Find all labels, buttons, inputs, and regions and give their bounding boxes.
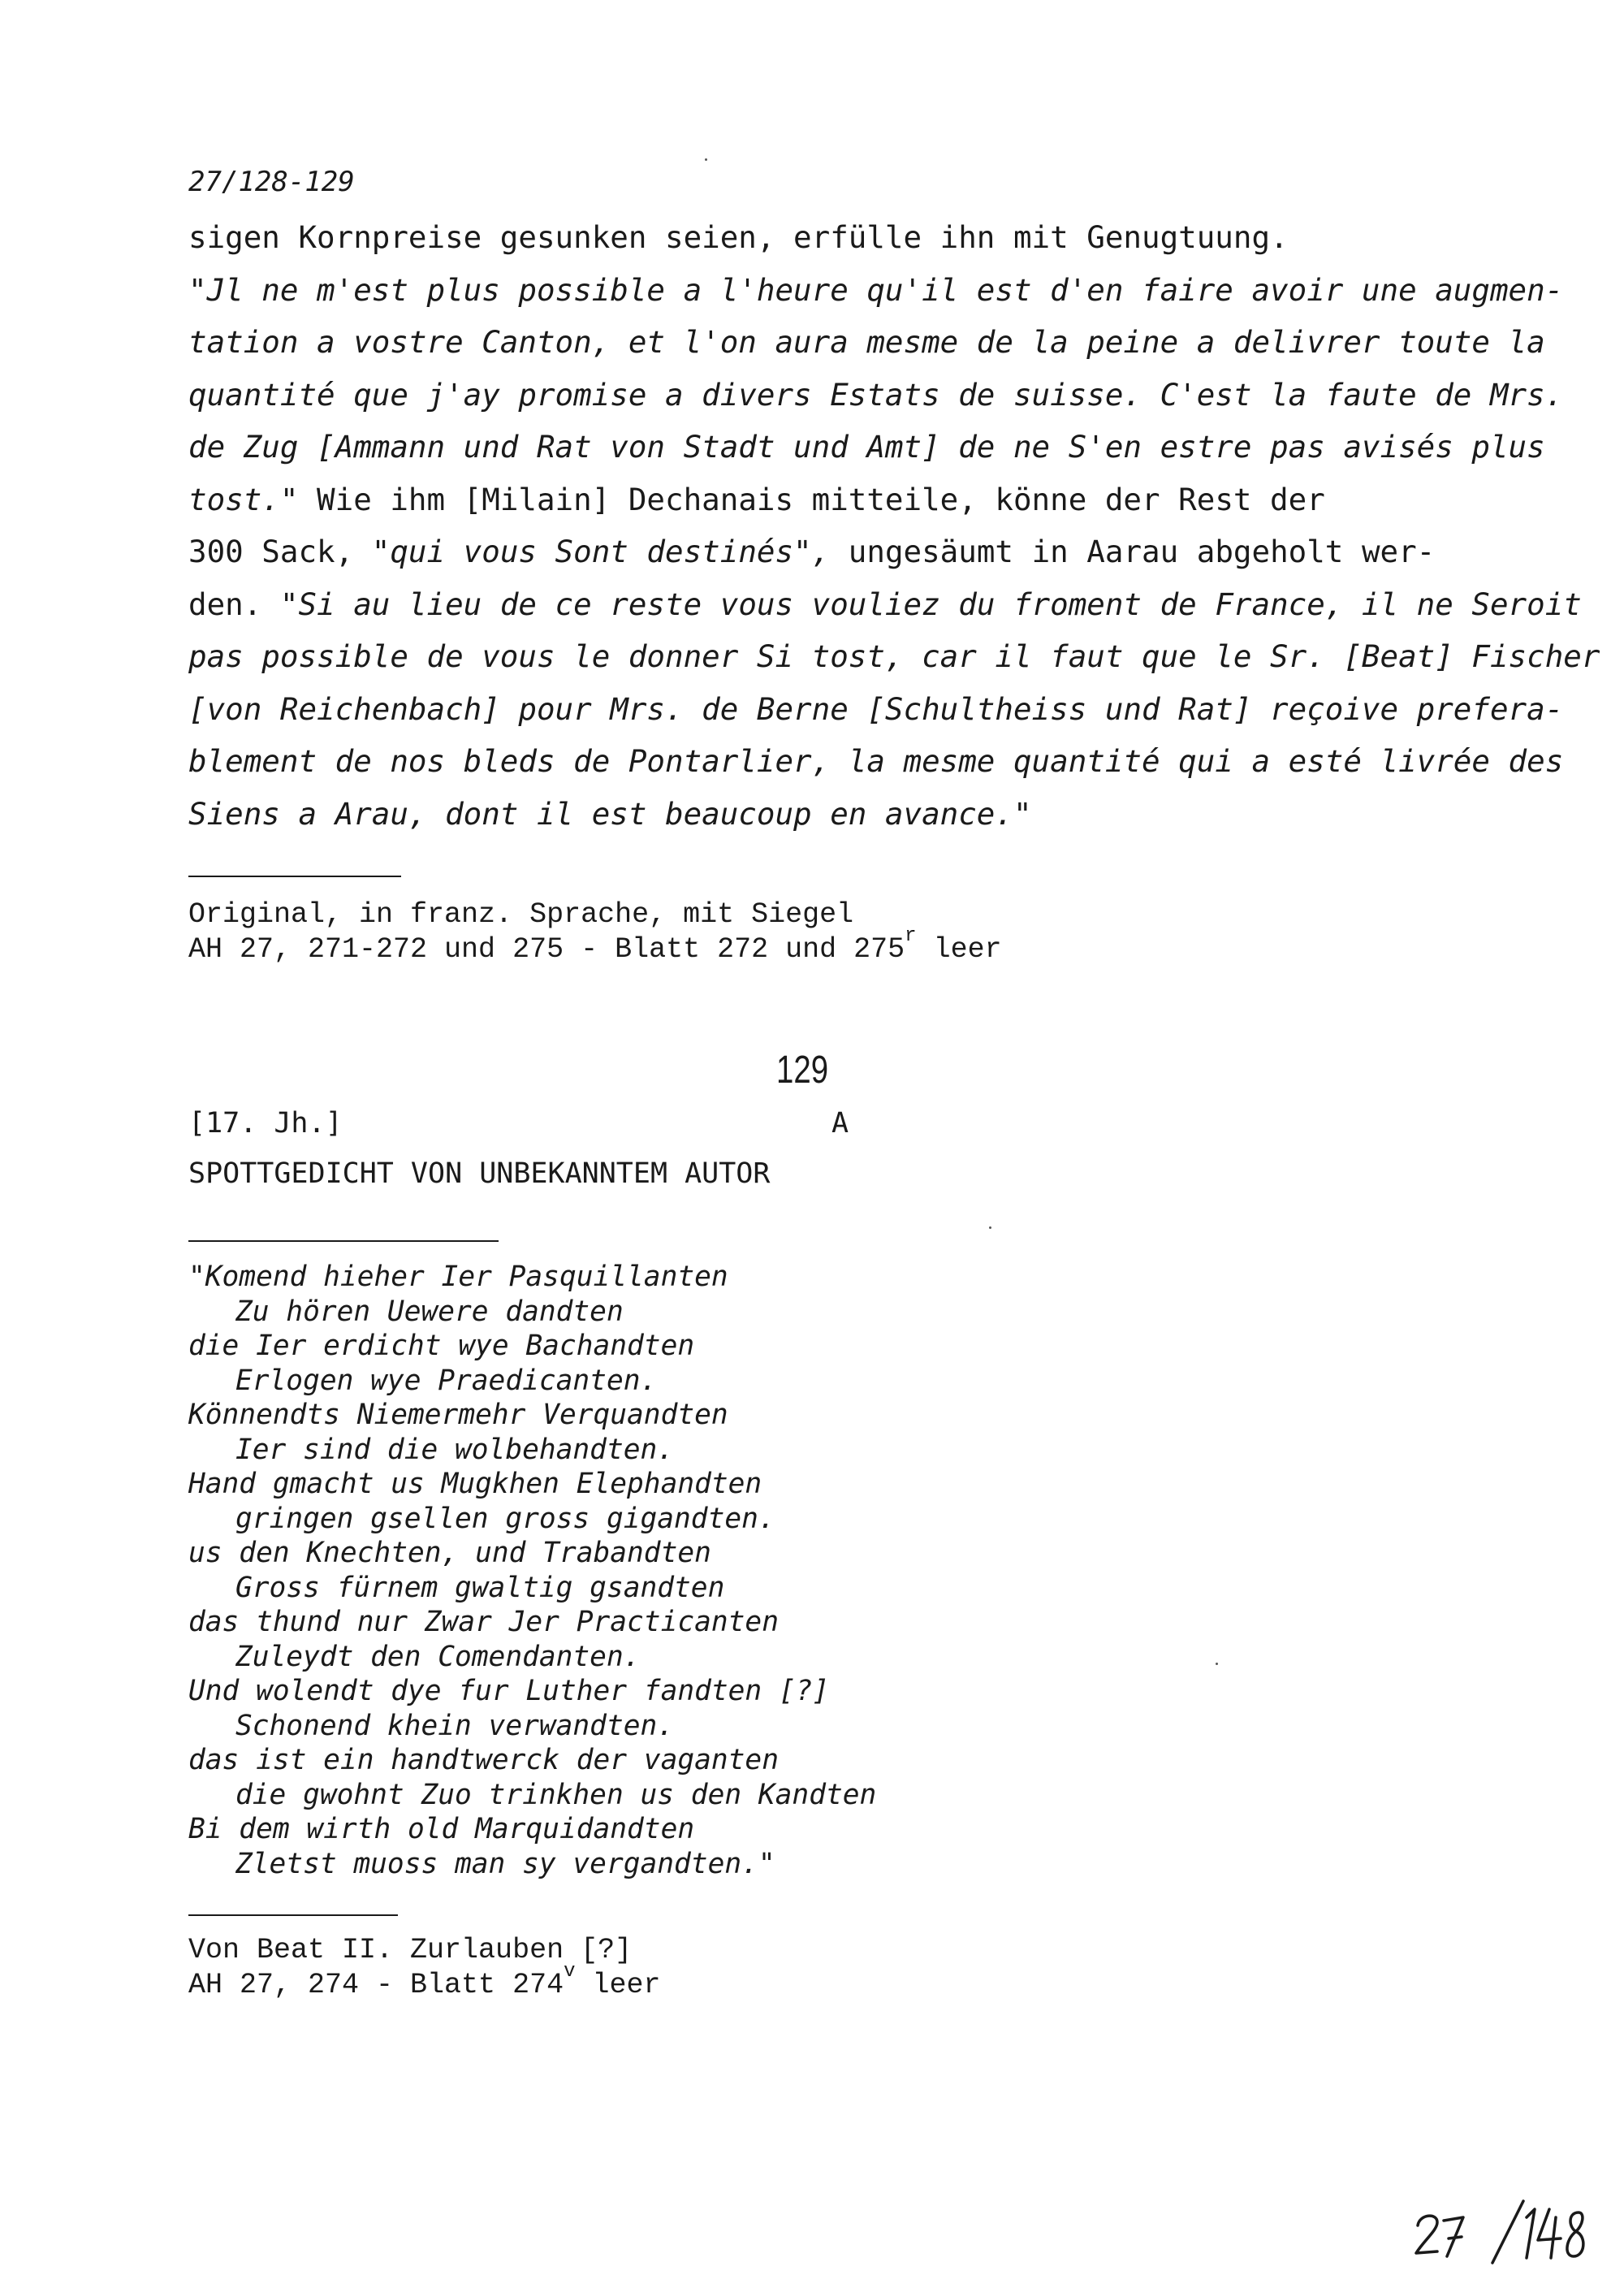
poem-line: Erlogen wye Praedicanten. — [235, 1364, 658, 1397]
poem-line: us den Knechten, und Trabandten — [188, 1537, 711, 1569]
footnote-rule — [188, 1914, 398, 1916]
prose-line — [188, 683, 1564, 736]
poem-line: Könnendts Niemermehr Verquandten — [188, 1399, 728, 1431]
prose-line — [188, 369, 1564, 422]
document-number: 129 — [776, 1049, 829, 1092]
page-reference: 27/128-129 — [188, 166, 355, 198]
source-note-line: Von Beat II. Zurlauben [?] — [188, 1934, 633, 1966]
source-note-line: Original, in franz. Sprache, mit Siegel — [188, 898, 854, 931]
source-note-suffix: leer — [916, 933, 1002, 966]
poem-line: Bi dem wirth old Marquidandten — [188, 1813, 695, 1845]
prose-line — [188, 788, 1455, 841]
document-letter: A — [831, 1107, 849, 1140]
poem-line: das ist ein handtwerck der vaganten — [188, 1744, 779, 1776]
poem-line: "Komend hieher Ier Pasquillanten — [188, 1261, 728, 1293]
poem-line: die Ier erdicht wye Bachandten — [188, 1330, 695, 1362]
handwritten-folio-number — [1413, 2193, 1592, 2266]
poem-line: gringen gsellen gross gigandten. — [235, 1502, 775, 1535]
prose-line — [188, 316, 1545, 369]
poem-line: Zletst muoss man sy vergandten." — [235, 1847, 775, 1880]
poem-line: Zuleydt den Comendanten. — [235, 1640, 641, 1673]
prose-line — [188, 735, 1564, 788]
french-quote: "Si au lieu de ce reste vous vouliez du froment de France, il ne Seroit — [279, 586, 1582, 622]
footnote-rule — [188, 876, 401, 877]
document-title: SPOTTGEDICHT VON UNBEKANNTEM AUTOR — [188, 1157, 771, 1190]
poem-line: das thund nur Zwar Jer Practicanten — [188, 1606, 779, 1638]
prose-line — [188, 578, 1582, 631]
source-note-line — [188, 1961, 661, 2003]
prose-text: Wie ihm [Milain] Dechanais mitteile, könne der Rest der — [298, 481, 1325, 517]
source-note — [188, 897, 1002, 967]
poem-line: Hand gmacht us Mugkhen Elephandten — [188, 1468, 762, 1500]
superscript: r — [905, 925, 917, 947]
poem-line: die gwohnt Zuo trinkhen us den Kandten — [235, 1778, 877, 1811]
prose-line — [188, 630, 1600, 683]
french-quote: de Zug [Ammann und Rat von Stadt und Amt] de ne S'en estre pas avisés plus — [188, 429, 1545, 465]
source-note-suffix: leer — [575, 1969, 661, 2001]
scan-speck — [1216, 1663, 1218, 1665]
prose-block — [188, 211, 1600, 840]
poem-line: Zu hören Uewere dandten — [235, 1295, 624, 1328]
poem-line: Gross fürnem gwaltig gsandten — [235, 1571, 725, 1604]
french-quote: blement de nos bleds de Pontarlier, la mesme quantité qui a esté livrée des — [188, 743, 1564, 779]
french-quote: [von Reichenbach] pour Mrs. de Berne [Schultheiss und Rat] reçoive prefera- — [188, 690, 1564, 727]
french-quote: "qui vous Sont destinés", — [371, 534, 831, 569]
french-quote: tation a vostre Canton, et l'on aura mesme de la peine a delivrer toute la — [188, 324, 1545, 360]
prose-line — [188, 526, 1455, 578]
poem-line: Und wolendt dye fur Luther fandten [?] — [188, 1675, 830, 1707]
french-quote: Siens a Arau, dont il est beaucoup en avance." — [188, 795, 1032, 832]
source-note-ref: AH 27, 271-272 und 275 - Blatt 272 und 275 — [188, 933, 905, 966]
source-note-ref: AH 27, 274 - Blatt 274 — [188, 1969, 564, 2001]
superscript: v — [564, 1961, 576, 1983]
prose-line — [188, 211, 1455, 264]
french-quote: "Jl ne m'est plus possible a l'heure qu'il est d'en faire avoir une augmen- — [188, 271, 1564, 308]
document-date: [17. Jh.] — [188, 1107, 343, 1140]
scan-speck — [989, 1226, 991, 1229]
french-quote: pas possible de vous le donner Si tost, car il faut que le Sr. [Beat] Fischer — [188, 638, 1600, 674]
poem-line: Schonend khein verwandten. — [235, 1709, 675, 1742]
title-rule — [188, 1240, 499, 1242]
prose-line — [188, 421, 1545, 474]
poem — [188, 1260, 876, 1881]
prose-text: den. — [188, 586, 280, 622]
prose-line — [188, 264, 1564, 317]
french-quote: tost." — [188, 481, 299, 517]
scan-speck — [705, 158, 707, 161]
prose-line — [188, 474, 1455, 526]
prose-text: sigen Kornpreise gesunken seien, erfülle ihn mit Genugtuung. — [188, 219, 1289, 255]
poem-line: Ier sind die wolbehandten. — [235, 1433, 675, 1466]
prose-text: 300 Sack, — [188, 534, 372, 569]
prose-text: ungesäumt in Aarau abgeholt wer- — [830, 534, 1436, 569]
source-note-line — [188, 925, 1002, 967]
source-note — [188, 1933, 661, 2003]
french-quote: quantité que j'ay promise a divers Estats de suisse. C'est la faute de Mrs. — [188, 376, 1564, 413]
